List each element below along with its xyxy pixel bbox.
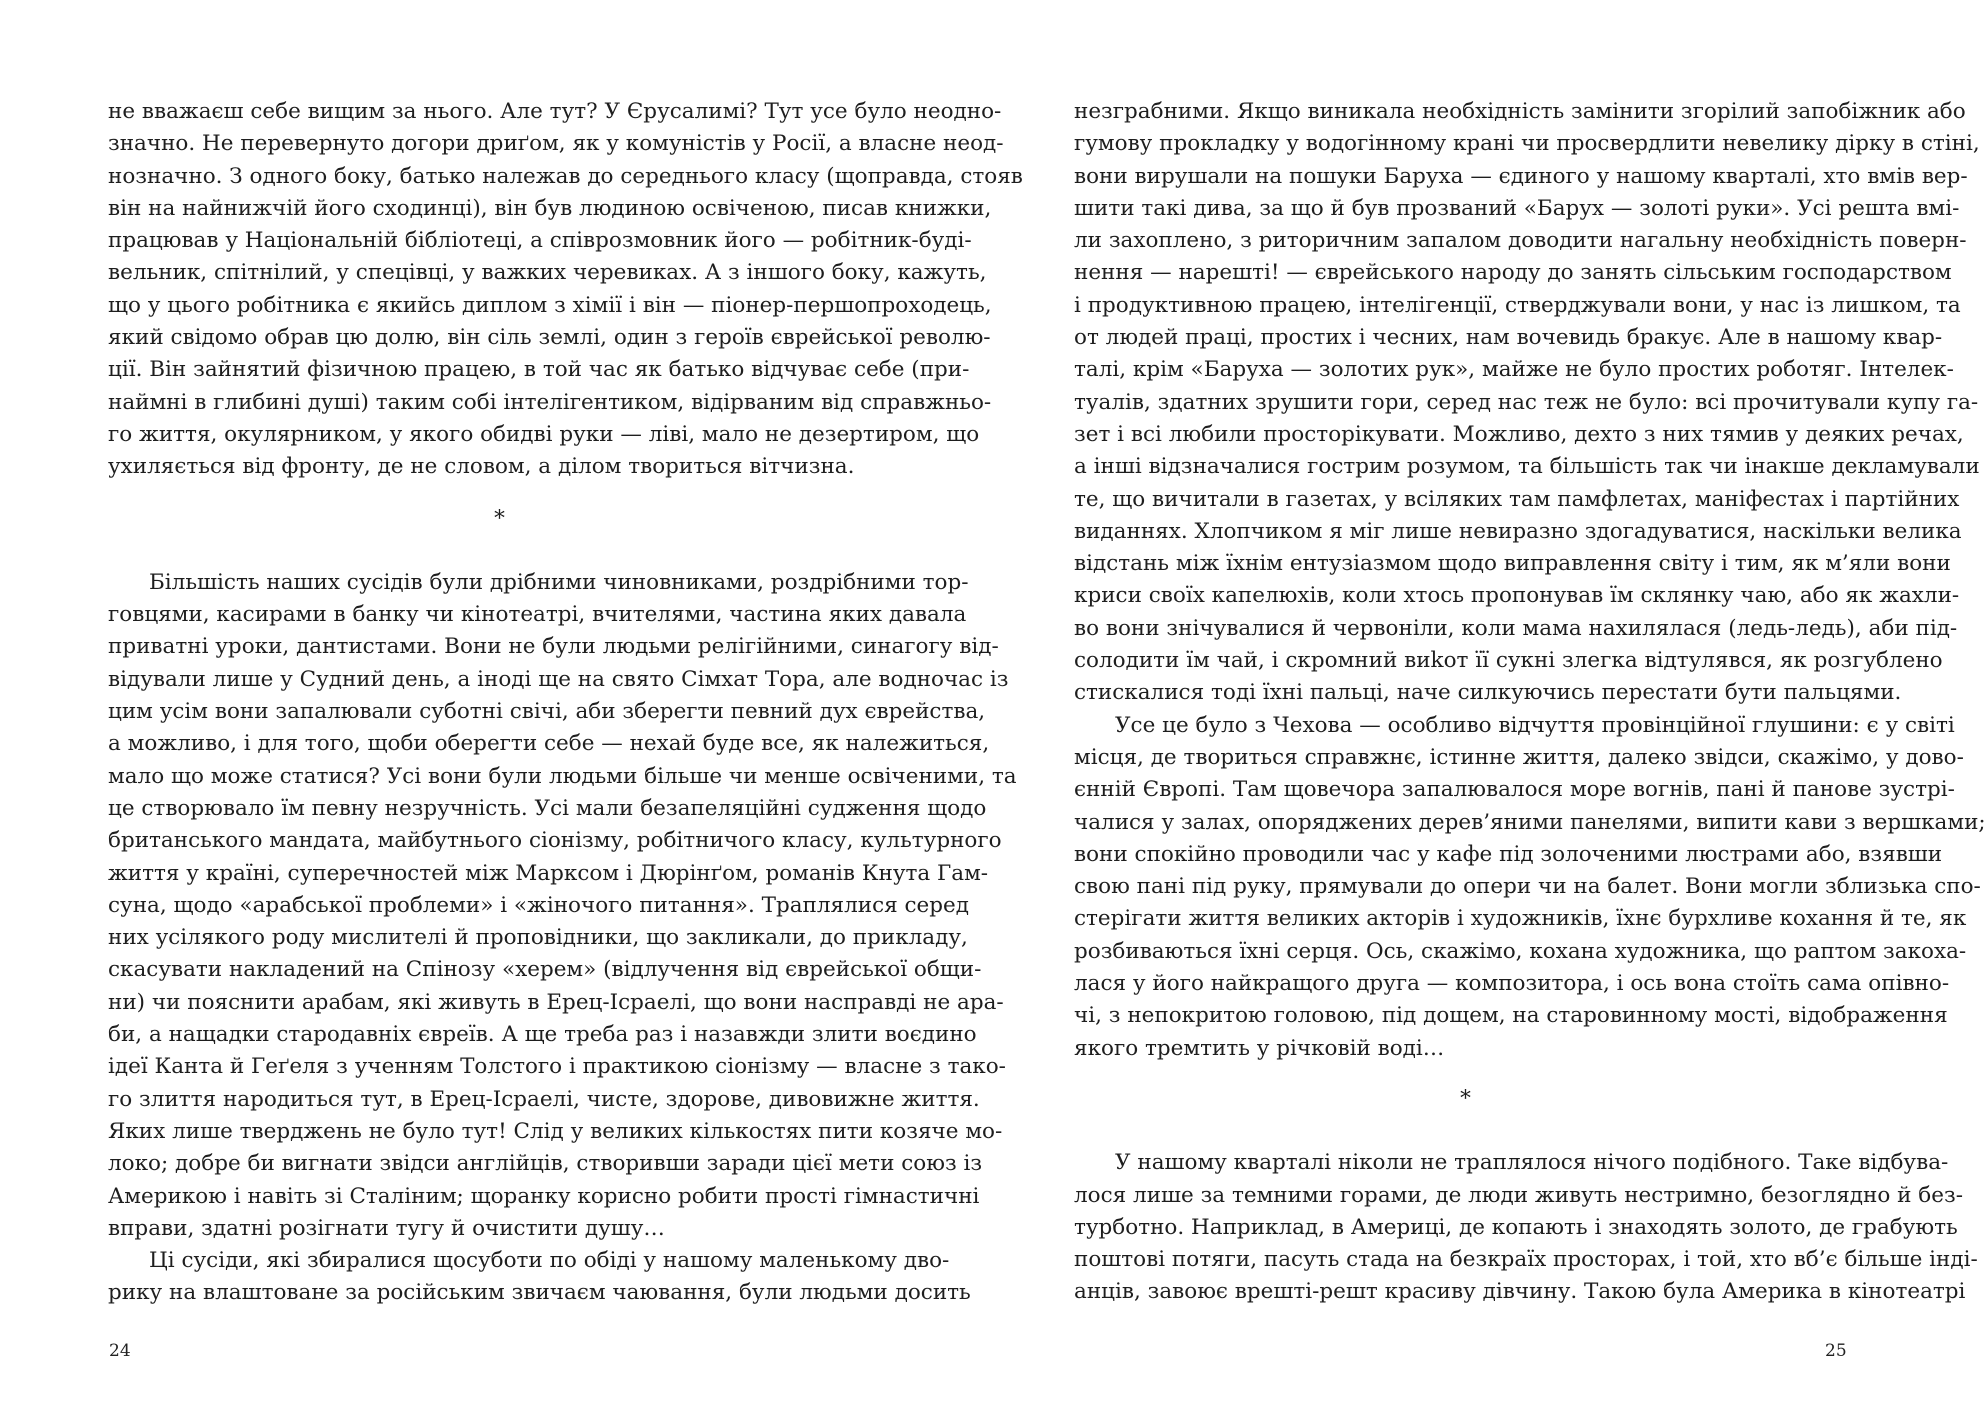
text-line: стискалися тоді їхні пальці, наче силкуючись перестати бути пальцями. [1074, 680, 1902, 706]
right-block-3 [1074, 1147, 1978, 1308]
text-line: виданнях. Хлопчиком я міг лише невиразно здогадуватися, наскільки велика [1074, 518, 1962, 544]
page-number-left: 24 [109, 1341, 131, 1361]
text-line: во вони знічувалися й червоніли, коли мама нахилялася (ледь-ледь), аби під- [1074, 615, 1958, 641]
text-line: британського мандата, майбутнього сіонізму, робітничого класу, культурного [108, 828, 1002, 854]
right-page [1074, 96, 1986, 1396]
text-line: приватні уроки, дантистами. Вони не були людьми релігійними, синагогу від- [108, 634, 999, 660]
text-line: те, що вичитали в газетах, у всіляких там памфлетах, маніфестах і партійних [1074, 486, 1960, 512]
text-line: вельник, спітнілий, у спецівці, у важких черевиках. А з іншого боку, кажуть, [108, 260, 987, 286]
text-line: місця, де твориться справжнє, істинне життя, далеко звідси, скажімо, у дово- [1074, 744, 1964, 770]
text-line: ідеї Канта й Геґеля з ученням Толстого і практикою сіонізму — власне з тако- [108, 1054, 1006, 1080]
text-line: лося лише за темними горами, де люди живуть нестримно, безоглядно й без- [1074, 1182, 1963, 1208]
text-line: і продуктивною працею, інтелігенції, стверджували вони, у нас із лишком, та [1074, 292, 1961, 318]
text-line: от людей праці, простих і чесних, нам вочевидь бракує. Але в нашому квар- [1074, 325, 1943, 351]
text-line: свою пані під руку, прямували до опери чи на балет. Вони могли зблизька спо- [1074, 874, 1981, 900]
text-line: туалів, здатних зрушити гори, серед нас теж не було: всі прочитували купу га- [1074, 389, 1979, 415]
text-line: Ці сусіди, які збиралися щосуботи по обіді у нашому маленькому дво- [149, 1248, 950, 1274]
text-line: єнній Європі. Там щовечора запалювалося море вогнів, пані й панове зустрі- [1074, 777, 1955, 803]
text-line: це створювало їм певну незручність. Усі мали безапеляційні судження щодо [108, 795, 987, 821]
text-line: шити такі дива, за що й був прозваний «Барух — золоті руки». Усі решта вмі- [1074, 195, 1960, 221]
right-block-1 [1074, 96, 1980, 710]
text-line: значно. Не перевернуто догори дриґом, як у комуністів у Росії, а власне неод- [108, 131, 1004, 157]
right-block-2 [1074, 710, 1986, 1065]
left-block-1 [108, 96, 1023, 484]
text-line: працював у Національній бібліотеці, а співрозмовник його — робітник-буді- [108, 228, 972, 254]
text-line: вправи, здатні розігнати тугу й очистити душу… [108, 1215, 665, 1241]
text-line: У нашому кварталі ніколи не траплялося нічого подібного. Таке відбува- [1115, 1150, 1949, 1176]
text-line: не вважаєш себе вищим за нього. Але тут? У Єрусалимі? Тут усе було неодно- [108, 99, 1002, 124]
text-line: Усе це було з Чехова — особливо відчуття провінційної глушини: є у світі [1115, 712, 1955, 738]
text-line: го злиття народиться тут, в Ерец-Ісраелі, чисте, здорове, дивовижне життя. [108, 1086, 980, 1112]
text-line: стерігати життя великих акторів і художників, їхнє бурхливе кохання й те, як [1074, 906, 1967, 932]
text-line: цим усім вони запалювали суботні свічі, аби зберегти певний дух єврейства, [108, 699, 986, 725]
section-separator-left: * [494, 505, 505, 531]
left-block-2 [108, 567, 1017, 1245]
text-line: лася у його найкращого друга — композитора, і ось вона стоїть сама опівно- [1074, 971, 1950, 997]
text-line: вони спокійно проводили час у кафе під золоченими люстрами або, взявши [1074, 841, 1943, 867]
text-line: суна, щодо «арабської проблеми» і «жіночого питання». Траплялися серед [108, 892, 969, 918]
text-line: відували лише у Судний день, а іноді ще на свято Сімхат Тора, але водночас із [108, 666, 1009, 692]
left-page [108, 96, 1023, 1396]
text-line: ни) чи пояснити арабам, які живуть в Ерец-Ісраелі, що вони насправді не ара- [108, 989, 1004, 1015]
text-line: чалися у залах, опоряджених дерев’яними панелями, випити кави з вершками; [1074, 809, 1986, 835]
text-line: він на найнижчій його сходинці), він був людиною освіченою, писав книжки, [108, 195, 992, 221]
text-line: який свідомо обрав цю долю, він сіль землі, один з героїв єврейської револю- [108, 325, 991, 351]
text-line: зет і всі любили просторікувати. Можливо, дехто з них тямив у деяких речах, [1074, 421, 1964, 447]
text-line: наймні в глибині душі) таким собі інтелігентиком, відірваним від справжньо- [108, 389, 992, 415]
text-line: мало що може статися? Усі вони були людьми більше чи менше освіченими, та [108, 763, 1017, 789]
text-line: говцями, касирами в банку чи кінотеатрі, вчителями, частина яких давала [108, 602, 967, 628]
text-line: анців, завоює врешті-решт красиву дівчину. Такою була Америка в кінотеатрі [1074, 1279, 1966, 1305]
text-line: чі, з непокритою головою, під дощем, на старовинному мості, відображення [1074, 1003, 1948, 1029]
text-line: розбиваються їхні серця. Ось, скажімо, кохана художника, що раптом закоха- [1074, 938, 1967, 964]
text-line: го життя, окулярником, у якого обидві руки — ліві, мало не дезертиром, що [108, 421, 980, 447]
text-line: ції. Він зайнятий фізичною працею, в той час як батько відчуває себе (при- [108, 357, 970, 383]
section-separator-right: * [1460, 1085, 1471, 1111]
text-line: що у цього робітника є якийсь диплом з хімії і він — піонер-першопроходець, [108, 292, 992, 318]
text-line: рику на влаштоване за російським звичаєм чаювання, були людьми досить [108, 1280, 971, 1306]
text-line: Америкою і навіть зі Сталіним; щоранку корисно робити прості гімнастичні [108, 1183, 980, 1209]
text-line: них усілякого роду мислителі й проповідники, що закликали, до прикладу, [108, 925, 968, 951]
text-line: вони вирушали на пошуки Баруха — єдиного у нашому кварталі, хто вмів вер- [1074, 163, 1968, 189]
text-line: би, а нащадки стародавніх євреїв. А ще треба раз і назавжди злити воєдино [108, 1022, 977, 1048]
text-line: солодити їм чай, і скромний виkот її сукні злегка відтулявся, як розгублено [1074, 648, 1943, 674]
text-line: а можливо, і для того, щоби оберегти себе — нехай буде все, як належиться, [108, 731, 990, 757]
text-line: а інші відзначалися гострим розумом, та більшість так чи інакше декламували [1074, 454, 1980, 480]
text-line: талі, крім «Баруха — золотих рук», майже не було простих роботяг. Інтелек- [1074, 357, 1954, 383]
text-line: гумову прокладку у водогінному крані чи просвердлити невелику дірку в стіні, [1074, 131, 1980, 157]
text-line: нення — нарешті! — єврейського народу до занять сільським господарством [1074, 260, 1952, 286]
text-line: якого тремтить у річковій воді… [1074, 1035, 1445, 1061]
text-line: нозначно. З одного боку, батько належав до середнього класу (щоправда, стояв [108, 163, 1023, 189]
text-line: Яких лише тверджень не було тут! Слід у великих кількостях пити козяче мо- [108, 1118, 1003, 1144]
text-line: життя у країні, суперечностей між Марксом і Дюрінґом, романів Кнута Гам- [108, 860, 989, 886]
text-line: локо; добре би вигнати звідси англійців, створивши заради цієї мети союз із [108, 1151, 983, 1177]
text-line: Більшість наших сусідів були дрібними чиновниками, роздрібними тор- [149, 569, 969, 595]
text-line: скасувати накладений на Спінозу «херем» (відлучення від єврейської общи- [108, 957, 982, 983]
left-block-3 [108, 1245, 971, 1310]
text-line: ухиляється від фронту, де не словом, а ділом твориться вітчизна. [108, 454, 855, 480]
text-line: поштові потяги, пасуть стада на безкраїх просторах, і той, хто вб’є більше інді- [1074, 1247, 1978, 1273]
text-line: ли захоплено, з риторичним запалом доводити нагальну необхідність поверн- [1074, 228, 1967, 254]
text-line: незграбними. Якщо виникала необхідність замінити згорілий запобіжник або [1074, 99, 1966, 124]
text-line: криси своїх капелюхів, коли хтось пропонував їм склянку чаю, або як жахли- [1074, 583, 1960, 609]
text-line: відстань між їхнім ентузіазмом щодо виправлення світу і тим, як м’яли вони [1074, 551, 1951, 577]
page-number-right: 25 [1825, 1341, 1847, 1361]
text-line: турботно. Наприклад, в Америці, де копають і знаходять золото, де грабують [1074, 1214, 1958, 1240]
